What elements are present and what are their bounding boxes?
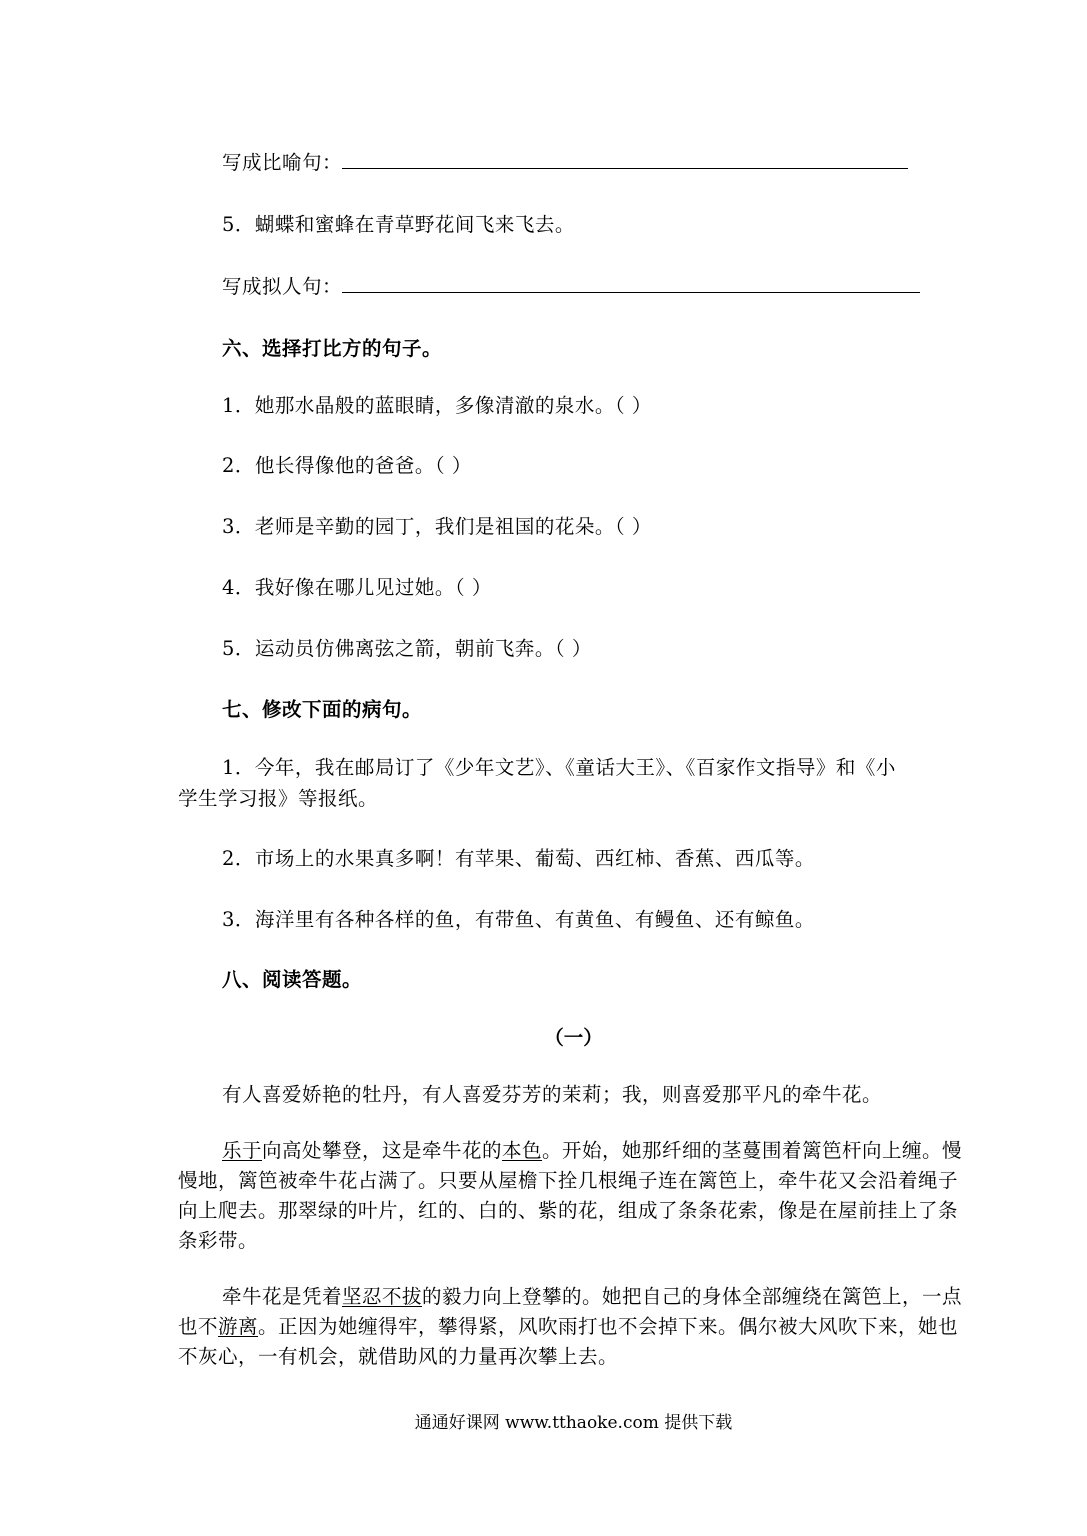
q5-rewrite-personification — [222, 272, 920, 302]
q5-sentence: 5．蝴蝶和蜜蜂在青草野花间飞来飞去。 — [222, 213, 575, 236]
underlined-word-youli: 游离 — [218, 1315, 259, 1338]
section6-item-1: 1．她那水晶般的蓝眼睛，多像清澈的泉水。（ ） — [222, 394, 652, 417]
p3-text-3: 。正因为她缠得牢，攀得紧，风吹雨打也不会掉下来。偶尔被大风吹下来，她也不灰心，一有机会，就借助风的力量再次攀上去。 — [178, 1315, 959, 1368]
q5-label: 写成拟人句： — [222, 275, 343, 298]
page-footer: 通通好课网 www.tthaoke.com 提供下载 — [414, 1413, 733, 1433]
underlined-word-bense: 本色 — [502, 1139, 543, 1162]
p3-text-1: 牵牛花是凭着 — [222, 1285, 343, 1308]
section6-item-4: 4．我好像在哪儿见过她。（ ） — [222, 576, 492, 599]
section7-item-3: 3．海洋里有各种各样的鱼，有带鱼、有黄鱼、有鳗鱼、还有鲸鱼。 — [222, 908, 815, 931]
q4-label: 写成比喻句： — [222, 151, 343, 174]
p2-text-2: 。开始，她那纤细的茎蔓围着篱笆杆向上缠。慢慢地，篱笆被牵牛花占满了。只要从屋檐下拴几根绳子连在篱笆上，牵牛花又会沿着绳子向上爬去。那翠绿的叶片，红的、白的、紫的花，组成了条条花索，像是在屋前挂上了条条彩带。 — [178, 1139, 963, 1252]
q5-answer-blank[interactable] — [342, 274, 920, 293]
section8-title: 八、阅读答题。 — [222, 968, 363, 991]
section6-item-2: 2．他长得像他的爸爸。（ ） — [222, 454, 472, 477]
q4-answer-blank[interactable] — [342, 150, 908, 169]
underlined-word-leyu: 乐于 — [222, 1139, 263, 1162]
section6-title: 六、选择打比方的句子。 — [222, 337, 443, 360]
section7-item-1-line2: 学生学习报》等报纸。 — [178, 787, 379, 810]
passage-paragraph-1: 有人喜爱娇艳的牡丹，有人喜爱芬芳的茉莉；我，则喜爱那平凡的牵牛花。 — [222, 1083, 883, 1106]
passage-paragraph-2 — [178, 1136, 970, 1256]
section6-item-3: 3．老师是辛勤的园丁，我们是祖国的花朵。（ ） — [222, 515, 652, 538]
section7-item-2: 2．市场上的水果真多啊！有苹果、葡萄、西红柿、香蕉、西瓜等。 — [222, 847, 815, 870]
passage-number: （一） — [544, 1026, 603, 1049]
passage-paragraph-3 — [178, 1282, 970, 1372]
underlined-word-jianrenbuba: 坚忍不拔 — [342, 1285, 423, 1308]
q4-rewrite-simile — [222, 148, 908, 178]
p3-text-2: 的毅力向上登攀的。她把自己的身体全部缠绕在篱笆上，一点也不 — [178, 1285, 963, 1338]
section7-item-1-line1: 1．今年，我在邮局订了《少年文艺》、《童话大王》、《百家作文指导》和《小 — [222, 756, 896, 779]
p2-text-1: 向高处攀登，这是牵牛花的 — [262, 1139, 503, 1162]
section6-item-5: 5．运动员仿佛离弦之箭，朝前飞奔。（ ） — [222, 637, 592, 660]
section7-title: 七、修改下面的病句。 — [222, 698, 423, 721]
